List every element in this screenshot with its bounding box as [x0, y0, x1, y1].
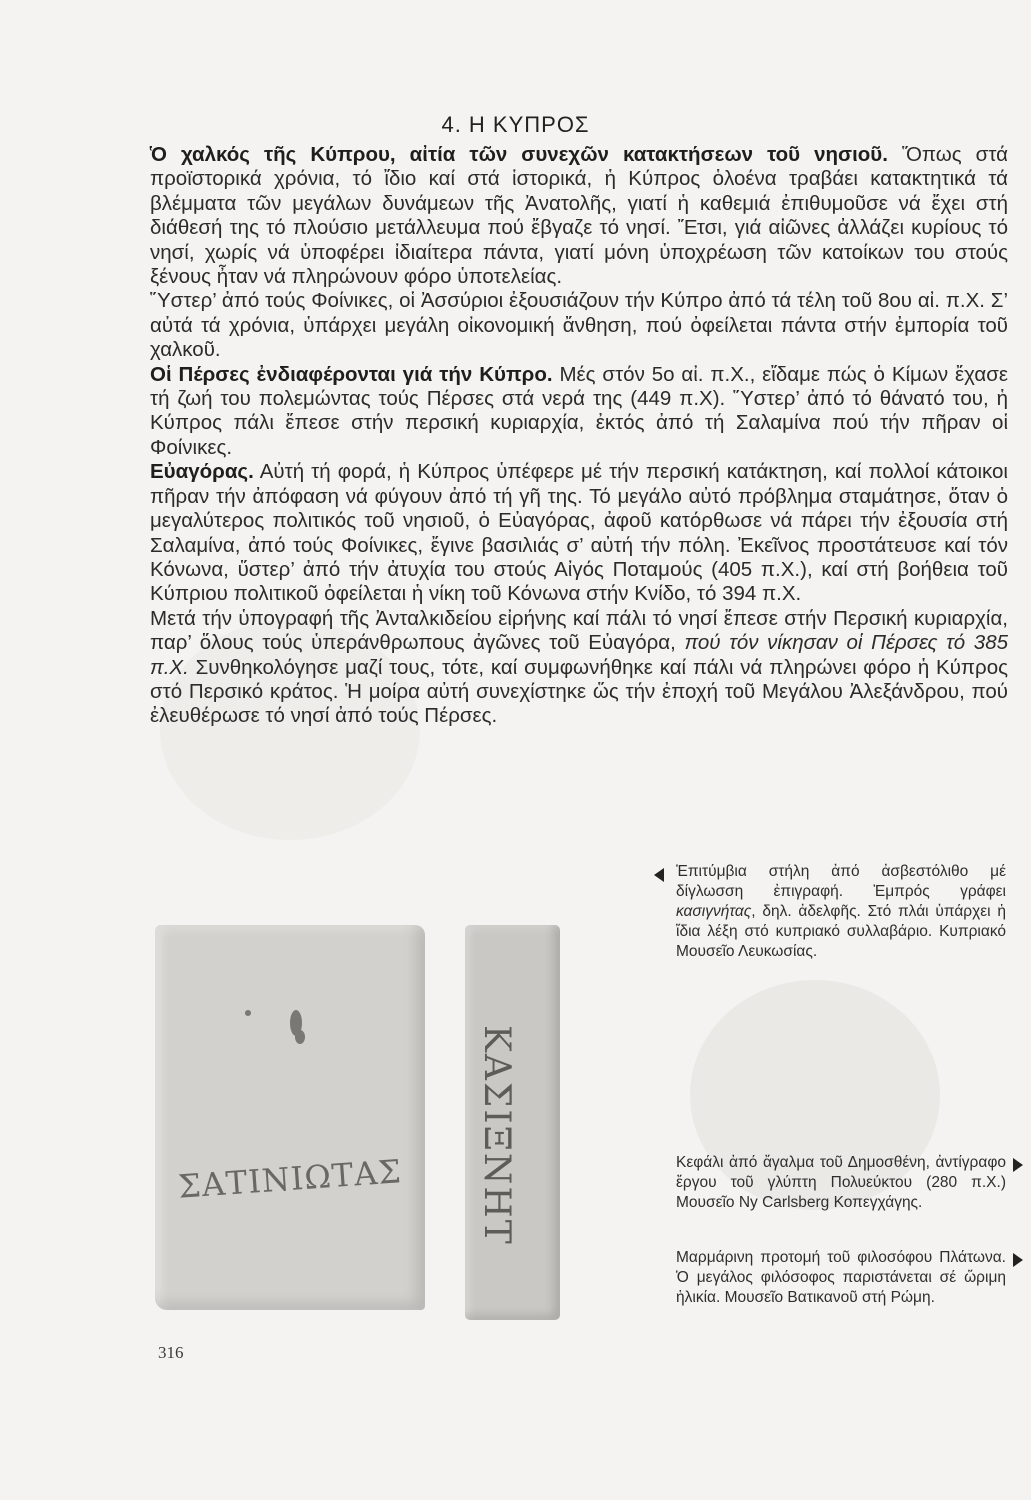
paragraph [150, 460, 1008, 606]
paragraph [150, 607, 1008, 729]
caption-demosthenes: Κεφάλι ἀπό ἄγαλμα τοῦ Δημοσθένη, ἀντίγραφο ἔργου τοῦ γλύπτη Πολυεύκτου (280 π.Χ.) Μουσεῖο Ny Carlsberg Κοπεγχάγης. [676, 1154, 1006, 1211]
paragraph [150, 289, 1008, 362]
paragraph-text: Μές στόν 5ο αἰ. π.Χ., εἴδαμε πώς ὁ Κίμων ἔχασε τή ζωή του πολεμώντας τούς Πέρσες στά νερά της (449 π.Χ). Ὕστερ’ ἀπό τό θάνατό του, ἡ Κύπρος πάλι ἔπεσε στήν περσική κυριαρχία, ἐκτός ἀπό τή Σαλαμίνα πού τήν πῆραν οἱ Φοίνικες. [150, 362, 1008, 459]
pointer-right-icon [1013, 1253, 1023, 1267]
paragraph-text: Ὕστερ’ ἀπό τούς Φοίνικες, οἱ Ἀσσύριοι ἐξουσιάζουν τήν Κύπρο ἀπό τά τέλη τοῦ 8ου αἰ. π.Χ. Σ’ αὐτά τά χρόνια, ὑπάρχει μεγάλη οἰκονομική ἄνθηση, πού ὀφείλεται πάντα στήν ἐμπορία τοῦ χαλκοῦ. [150, 289, 1008, 362]
paragraph-text: Συνθηκολόγησε μαζί τους, τότε, καί συμφωνήθηκε καί πάλι νά πληρώνει φόρο ἡ Κύπρος στό Περσικό κράτος. Ἡ μοίρα αὐτή συνεχίστηκε ὥς τήν ἐποχή τοῦ Μεγάλου Ἀλεξάνδρου, πού ἐλευθέρωσε τό νησί ἀπό τούς Πέρσες. [150, 655, 1008, 728]
caption-text: , δηλ. ἀδελφῆς. Στό πλάι ὑπάρχει ἡ ἴδια λέξη στό κυπριακό συλλαβάριο. Κυπριακό Μουσεῖο Λευκωσίας. [676, 903, 1006, 960]
stele-front-photo [155, 925, 425, 1310]
page-title: 4. Η ΚΥΠΡΟΣ [441, 112, 590, 137]
stone-mark [295, 1030, 305, 1044]
paragraph-text: Ὅπως στά προϊστορικά χρόνια, τό ἴδιο καί στά ἱστορικά, ἡ Κύπρος ὁλοένα τραβάει κατακτητικά τά βλέμματα τῶν μεγάλων δυνάμεων τῆς Ἀνατολῆς, γιατί ἡ καθεμιά ἐπιθυμοῦσε νά ἔχει στή διάθεσή της τό πλούσιο μετάλλευμα πού ἔβγαζε τό νησί. Ἔτσι, γιά αἰῶνες ἀλλάζει κυρίους τό νησί, χωρίς νά ὑποφέρει ἰδιαίτερα πάντα, γιατί μόνη ὑποχρέωση τῶν κατοίκων του στούς ξένους ἦταν νά πληρώνουν φόρο ὑποτελείας. [150, 143, 1008, 289]
main-article [150, 143, 1008, 729]
paragraph-heading: Εὐαγόρας. [150, 460, 254, 484]
pointer-right-icon [1013, 1158, 1023, 1172]
caption-text: Ἐπιτύμβια στήλη ἀπό ἀσβεστόλιθο μέ δίγλωσση ἐπιγραφή. Ἐμπρός γράφει [676, 863, 1006, 900]
caption-stele [676, 862, 1006, 962]
side-inscription: ΚΑΣΙΞΝΗΤ [476, 1025, 517, 1246]
caption-italic: κασιγνήτας [676, 903, 752, 920]
paragraph [150, 363, 1008, 461]
caption-plato: Μαρμάρινη προτομή τοῦ φιλοσόφου Πλάτωνα. Ὁ μεγάλος φιλόσοφος παριστάνεται σέ ὥριμη ἡλικία. Μουσεῖο Βατικανοῦ στή Ρώμη. [676, 1249, 1006, 1306]
page-number: 316 [158, 1343, 184, 1362]
paragraph-heading: Ὁ χαλκός τῆς Κύπρου, αἰτία τῶν συνεχῶν κατακτήσεων τοῦ νησιοῦ. [150, 143, 888, 166]
pointer-left-icon [654, 868, 664, 882]
paragraph [150, 143, 1008, 289]
paragraph-heading: Οἱ Πέρσες ἐνδιαφέρονται γιά τήν Κύπρο. [150, 362, 553, 386]
paragraph-text: Αὐτή τή φορά, ἡ Κύπρος ὑπέφερε μέ τήν περσική κατάκτηση, καί πολλοί κάτοικοι πῆραν τήν ἀπόφαση νά φύγουν ἀπό τή γῆ της. Τό μεγάλο αὐτό πρόβλημα σταμάτησε, ὅταν ὁ μεγαλύτερος πολιτικός τοῦ νησιοῦ, ὁ Εὐαγόρας, ἀφοῦ κατόρθωσε νά πάρει τήν ἐξουσία στή Σαλαμίνα, ἀπό τούς Φοίνικες, ἔγινε βασιλιάς σ’ αὐτή τήν πόλη. Ἐκεῖνος προστάτευσε καί τόν Κόνωνα, ὕστερ’ ἀπό τήν ἀτυχία του στούς Αἰγός Ποταμούς (405 π.Χ.), καί στή βοήθεια τοῦ Κύπριου πολιτικοῦ ὀφείλεται ἡ νίκη τοῦ Κόνωνα στήν Κνίδο, τό 394 π.Χ. [150, 460, 1008, 606]
paragraph-italic: πού τόν νίκησαν οἱ Πέρσες τό 385 π.Χ. [150, 631, 1009, 679]
front-inscription: ΣΑΤΙΝΙΩΤΑΣ [176, 1152, 404, 1206]
stone-mark [245, 1010, 251, 1016]
paragraph-text: Μετά τήν ὑπογραφή τῆς Ἀνταλκιδείου εἰρήνης καί πάλι τό νησί ἔπεσε στήν Περσική κυριαρχία, παρ’ ὅλους τούς ὑπεράνθρωπους ἀγῶνες τοῦ Εὐαγόρα, [150, 606, 1008, 655]
